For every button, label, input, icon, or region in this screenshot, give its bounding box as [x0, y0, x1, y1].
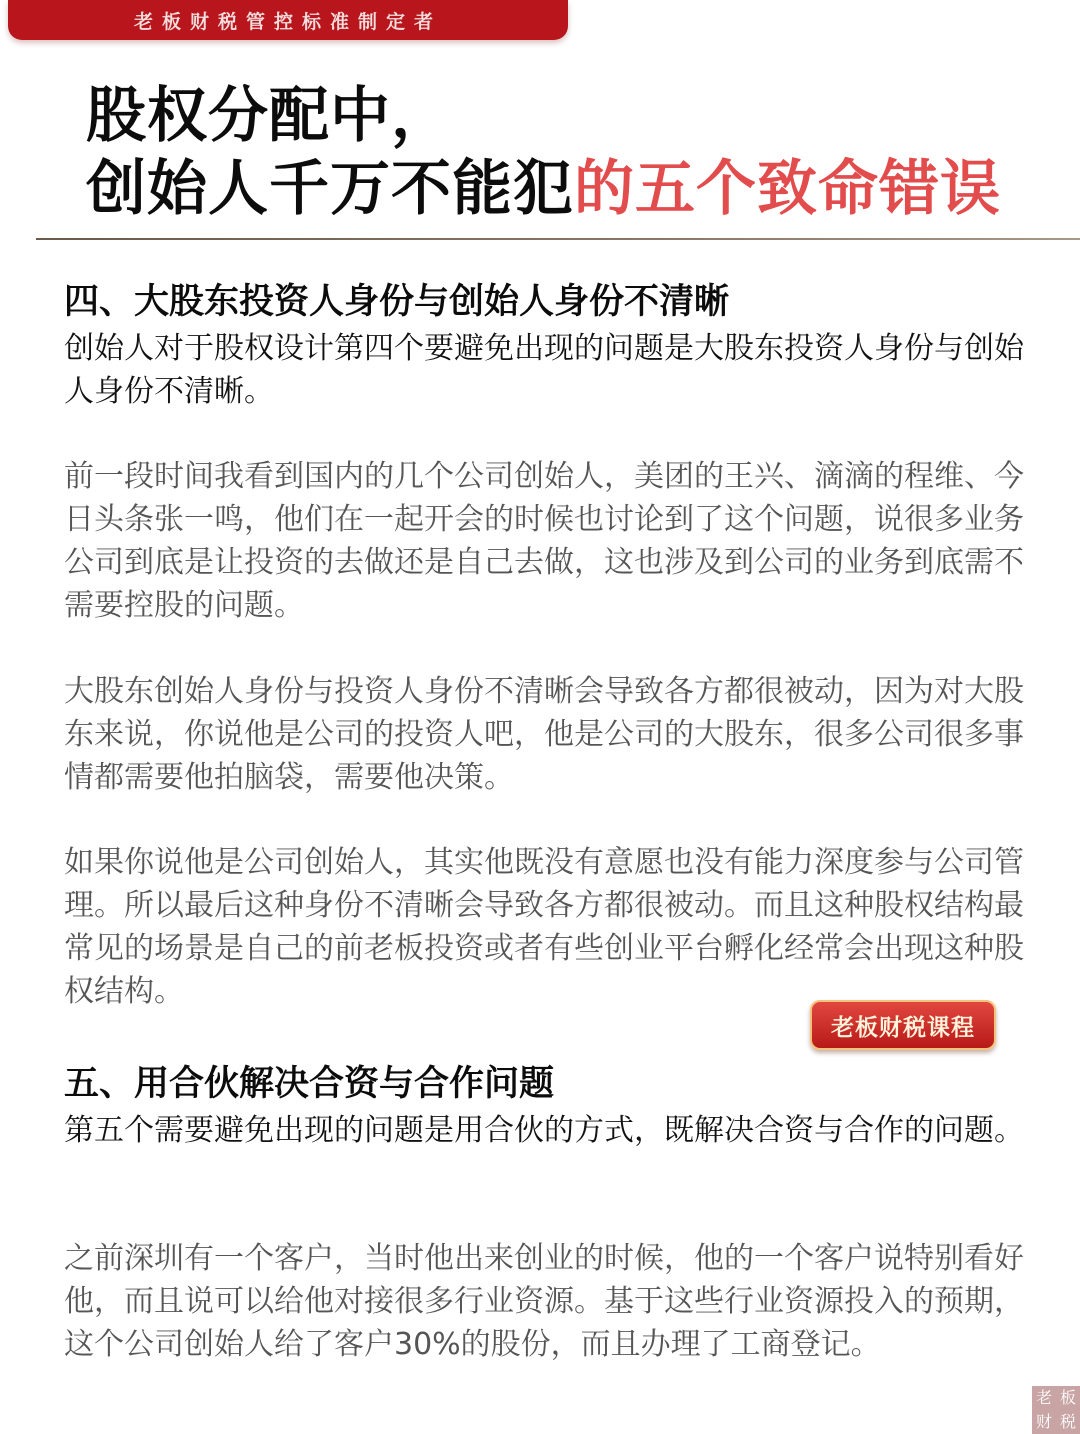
section-5-paragraph-1: 之前深圳有一个客户，当时他出来创业的时候，他的一个客户说特别看好他，而且说可以给他对接很多行业资源。基于这些行业资源投入的预期，这个公司创始人给了客户30%的股份，而且办理了工商登记。 — [64, 1241, 1024, 1362]
seal-char: 老 — [1035, 1388, 1052, 1407]
section-4-lead: 创始人对于股权设计第四个要避免出现的问题是大股东投资人身份与创始人身份不清晰。 — [64, 331, 1024, 409]
section-4-heading: 四、大股东投资人身份与创始人身份不清晰 — [64, 282, 730, 322]
top-banner — [8, 0, 568, 40]
seal-char: 税 — [1059, 1412, 1076, 1431]
title-line-2-accent: 的五个致命错误 — [574, 154, 1001, 224]
course-stamp — [810, 1000, 996, 1050]
title-divider — [36, 238, 1080, 240]
page-title — [86, 80, 1046, 226]
section-4-paragraph-3: 如果你说他是公司创始人，其实他既没有意愿也没有能力深度参与公司管理。所以最后这种身份不清晰会导致各方都很被动。而且这种股权结构最常见的场景是自己的前老板投资或者有些创业平台孵化经常会出现这种股权结构。 — [64, 845, 1024, 1009]
section-5-heading: 五、用合伙解决合资与合作问题 — [64, 1064, 555, 1104]
section-4-paragraph-2: 大股东创始人身份与投资人身份不清晰会导致各方都很被动，因为对大股东来说，你说他是公司的投资人吧，他是公司的大股东，很多公司很多事情都需要他拍脑袋，需要他决策。 — [64, 674, 1024, 795]
title-line-2 — [86, 153, 1046, 226]
section-4-paragraph-1: 前一段时间我看到国内的几个公司创始人，美团的王兴、滴滴的程维、今日头条张一鸣，他们在一起开会的时候也讨论到了这个问题，说很多业务公司到底是让投资的去做还是自己去做，这也涉及到公司的业务到底需不需要控股的问题。 — [64, 459, 1024, 623]
seal-char: 财 — [1035, 1412, 1052, 1431]
title-line-1: 股权分配中， — [86, 81, 452, 151]
section-5-lead: 第五个需要避免出现的问题是用合伙的方式，既解决合资与合作的问题。 — [64, 1113, 1024, 1148]
title-line-2-dark: 创始人千万不能犯 — [86, 154, 574, 224]
banner-text: 老板财税管控标准制定者 — [133, 10, 442, 33]
watermark-seal — [1032, 1386, 1080, 1434]
seal-char: 板 — [1059, 1388, 1076, 1407]
course-stamp-label: 老板财税课程 — [831, 1014, 975, 1041]
